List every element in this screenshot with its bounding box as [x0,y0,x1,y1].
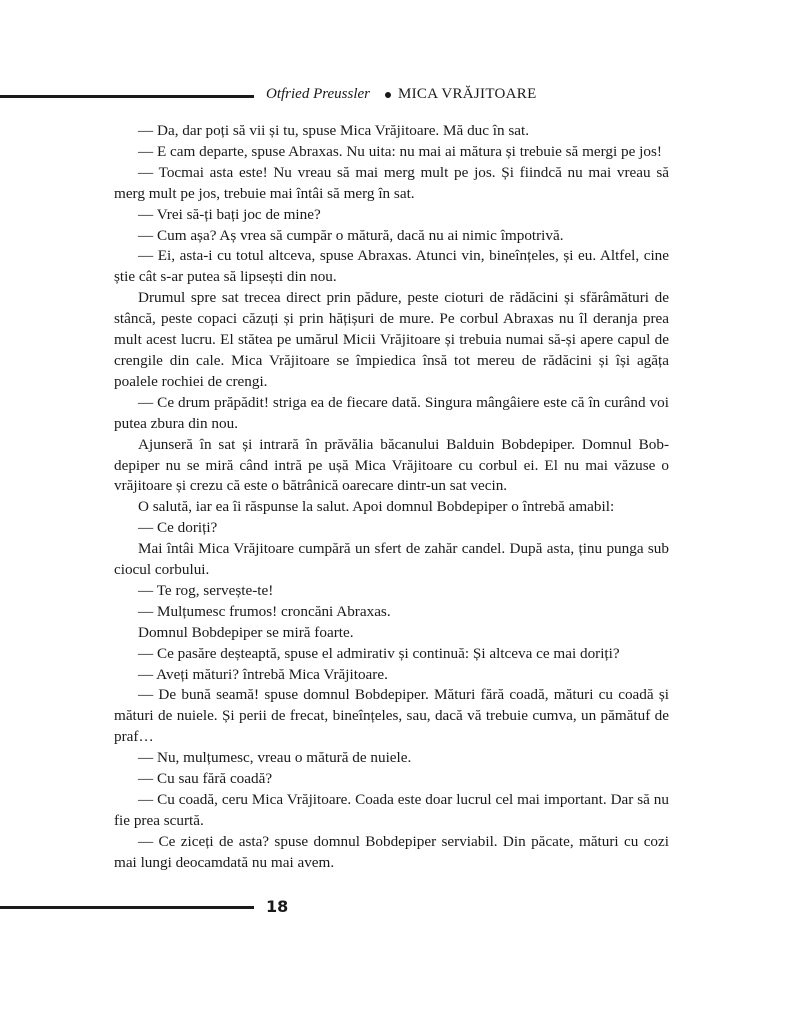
header-author: Otfried Preussler [266,86,371,102]
paragraph: O salută, iar ea îi răspunse la salut. Apoi domnul Bobdepiper o întrebă amabil: [138,498,615,516]
paragraph: — Te rog, servește-te! [138,581,274,599]
paragraph: — Vrei să-ți bați joc de mine? [138,205,321,223]
paragraph: — Mulțumesc frumos! croncăni Abraxas. [138,602,391,620]
paragraph: Mai întâi Mica Vrăjitoare cumpără un sfert de zahăr candel. După asta, ținu punga sub ciocul corbului. [114,540,669,579]
header-rule [0,95,254,98]
paragraph: — Ce drum prăpădit! striga ea de fiecare dată. Singura mângâiere este că în curând voi putea zbura din nou. [114,393,669,432]
bullet-separator-icon [385,92,391,98]
paragraph: — Cum așa? Aș vrea să cumpăr o mătură, dacă nu ai nimic împotrivă. [138,226,564,244]
page-body [114,121,669,874]
paragraph: — Aveți mături? întrebă Mica Vrăjitoare. [138,665,388,683]
paragraph: — E cam departe, spuse Abraxas. Nu uita: nu mai ai mătura și trebuie să mergi pe jos! [138,142,662,160]
page-number: 18 [266,897,289,916]
paragraph: Domnul Bobdepiper se miră foarte. [138,623,354,641]
paragraph: — Nu, mulțumesc, vreau o mătură de nuiele. [138,749,412,767]
paragraph: — Da, dar poți să vii și tu, spuse Mica Vrăjitoare. Mă duc în sat. [138,122,530,139]
header-book-title: MICA VRĂJITOARE [398,86,537,102]
paragraph: — De bună seamă! spuse domnul Bobdepiper. Mături fără coadă, mături cu coadă și mături de nuiele. Și perii de frecat, bineînțeles, sau, dacă vă trebuie cumva, un pămătuf de praf… [114,686,669,746]
paragraph: — Tocmai asta este! Nu vreau să mai merg mult pe jos. Și fiindcă nu mai vreau să merg mult pe jos, trebuie mai întâi să merg în sat. [114,163,669,202]
paragraph: Drumul spre sat trecea direct prin pădure, peste cioturi de rădăcini și sfărâmături de stâncă, peste copaci căzuți și prin hățișuri de mure. Pe corbul Abraxas nu îl deranja prea mult acest lucru. El stătea pe umărul Micii Vrăjitoare și trebuia numai să-și apere capul de crengile din cale. Mica Vrăjitoare se împiedica însă tot mereu de rădăcini și își agăța poalele rochiei de crengi. [114,289,669,390]
footer-rule [0,906,254,909]
paragraph: — Ei, asta-i cu totul altceva, spuse Abraxas. Atunci vin, bineînțeles, și eu. Altfel, cine știe cât s-ar putea să lipsești din nou. [114,247,669,286]
paragraph: — Ce ziceți de asta? spuse domnul Bobdepiper serviabil. Din păcate, mături cu cozi mai lungi deocamdată nu mai avem. [114,832,669,871]
paragraph: — Ce doriți? [138,519,218,537]
running-header [0,83,787,107]
paragraph: — Ce pasăre deșteaptă, spuse el admirativ și continuă: Și altceva ce mai doriți? [138,644,620,662]
paragraph: Ajunseră în sat și intrară în prăvălia băcanului Balduin Bobdepiper. Domnul Bobdepiper nu se miră când intră pe ușă Mica Vrăjitoare cu corbul ei. El nu mai văzuse o vrăjitoare și crezu că este o bătrânică oarecare dintr-un sat vecin. [114,435,669,495]
page-footer [0,896,787,920]
paragraph: — Cu coadă, ceru Mica Vrăjitoare. Coada este doar lucrul cel mai important. Dar să nu fie prea scurtă. [114,791,669,829]
paragraph: — Cu sau fără coadă? [138,770,273,788]
